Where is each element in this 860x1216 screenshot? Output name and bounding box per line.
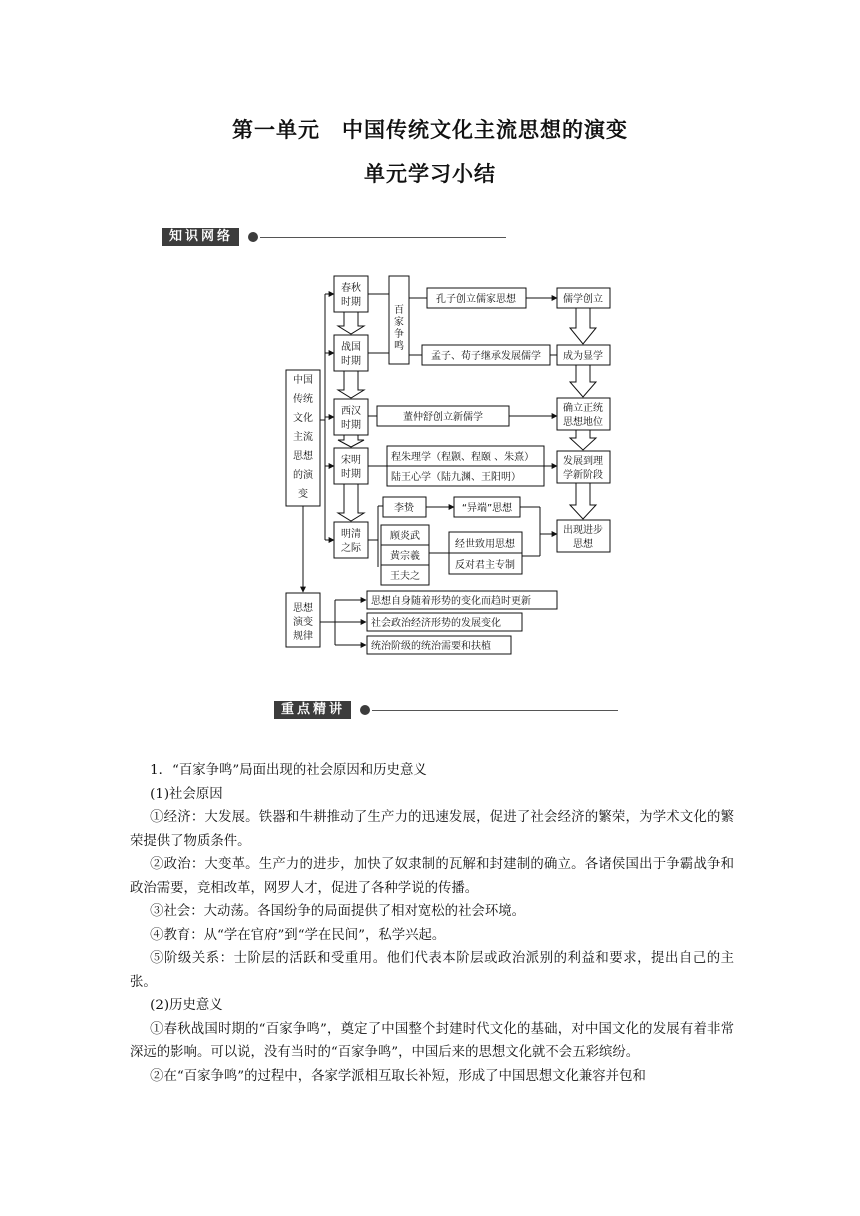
svg-text:的演: 的演: [293, 470, 313, 481]
period-warring-states: 战国: [341, 342, 361, 353]
paragraph: ②政治：大变革。生产力的进步，加快了奴隶制的瓦解和封建制的确立。各诸侯国出于争霸战争和政治需要，竞相改革，网罗人才，促进了各种学说的传播。: [130, 857, 734, 896]
jingshi-label: 经世致用思想: [455, 539, 515, 550]
divider: [372, 710, 618, 711]
svg-text:传统: 传统: [293, 394, 313, 405]
thinker-label: 王夫之: [390, 571, 420, 582]
period-song-ming: 宋明: [341, 455, 361, 466]
baijia-label: 百: [394, 305, 404, 316]
paragraph: ①经济：大发展。铁器和牛耕推动了生产力的迅速发展，促进了社会经济的繁荣，为学术文化的繁荣提供了物质条件。: [130, 810, 734, 849]
svg-text:思想: 思想: [573, 539, 593, 550]
chain-label: 发展到理: [563, 456, 603, 467]
body-heading: 1．“百家争鸣”局面出现的社会原因和历史意义: [150, 763, 427, 778]
law-item: 统治阶级的统治需要和扶植: [371, 641, 491, 652]
body-text: [130, 759, 734, 1088]
section-header-keypoints: [274, 701, 618, 719]
svg-text:时期: 时期: [341, 356, 361, 367]
xinxue-label: 陆王心学（陆九渊、王阳明）: [391, 472, 521, 483]
svg-text:主流: 主流: [293, 432, 313, 443]
page-subtitle: 单元学习小结: [364, 162, 496, 186]
thinker-label: 黄宗羲: [390, 551, 420, 562]
subheading: (1)社会原因: [150, 786, 223, 802]
bullet-icon: [360, 705, 370, 715]
period-spring-autumn: 春秋: [341, 283, 361, 294]
period-ming-qing: 明清: [341, 529, 361, 540]
section-label: 知识网络: [162, 228, 239, 246]
svg-text:争: 争: [394, 329, 404, 340]
svg-text:学新阶段: 学新阶段: [563, 470, 603, 481]
svg-text:规律: 规律: [293, 631, 313, 642]
paragraph: ③社会：大动荡。各国纷争的局面提供了相对宽松的社会环境。: [150, 904, 526, 919]
thinker-label: 顾炎武: [390, 531, 420, 542]
paragraph: ②在“百家争鸣”的过程中，各家学派相互取长补短，形成了中国思想文化兼容并包和: [150, 1068, 646, 1084]
svg-text:思想: 思想: [293, 451, 313, 462]
lizhi-label: 李贽: [394, 503, 414, 514]
svg-text:变: 变: [298, 489, 308, 500]
lixue-label: 程朱理学（程颢、程颐 、朱熹）: [391, 452, 535, 463]
svg-text:时期: 时期: [341, 420, 361, 431]
chain-label: 儒学创立: [563, 294, 603, 305]
page-title: 第一单元 中国传统文化主流思想的演变: [232, 118, 628, 142]
period-western-han: 西汉: [341, 406, 361, 417]
chain-label: 出现进步: [563, 525, 603, 536]
fandui-label: 反对君主专制: [455, 560, 515, 571]
confucius-label: 孔子创立儒家思想: [436, 294, 516, 305]
yiduan-label: “异端”思想: [461, 503, 513, 514]
dong-label: 董仲舒创立新儒学: [403, 412, 483, 423]
paragraph: ①春秋战国时期的“百家争鸣”，奠定了中国整个封建时代文化的基础，对中国文化的发展有着非常深远的影响。可以说，没有当时的“百家争鸣”，中国后来的思想文化就不会五彩缤纷。: [130, 1021, 734, 1060]
svg-text:鸣: 鸣: [394, 341, 404, 352]
law-item: 思想自身随着形势的变化而趋时更新: [371, 596, 531, 607]
chain-label: 确立正统: [563, 403, 603, 414]
svg-text:演变: 演变: [293, 617, 313, 628]
mencius-label: 孟子、荀子继承发展儒学: [431, 351, 541, 362]
section-label: 重点精讲: [274, 701, 351, 719]
svg-text:时期: 时期: [341, 469, 361, 480]
svg-text:时期: 时期: [341, 297, 361, 308]
paragraph: ⑤阶级关系：士阶层的活跃和受重用。他们代表本阶层或政治派别的利益和要求，提出自己的主张。: [130, 951, 734, 990]
law-item: 社会政治经济形势的发展变化: [371, 618, 501, 629]
svg-text:之际: 之际: [341, 543, 361, 554]
svg-text:家: 家: [394, 317, 404, 328]
svg-text:思想地位: 思想地位: [563, 417, 603, 428]
chain-label: 成为显学: [563, 351, 603, 362]
svg-text:文化: 文化: [293, 413, 313, 424]
subheading: (2)历史意义: [150, 998, 223, 1013]
root-char: 中国: [293, 375, 313, 386]
law-box-label: 思想: [293, 603, 313, 614]
paragraph: ④教育：从“学在官府”到“学在民间”，私学兴起。: [150, 927, 446, 943]
